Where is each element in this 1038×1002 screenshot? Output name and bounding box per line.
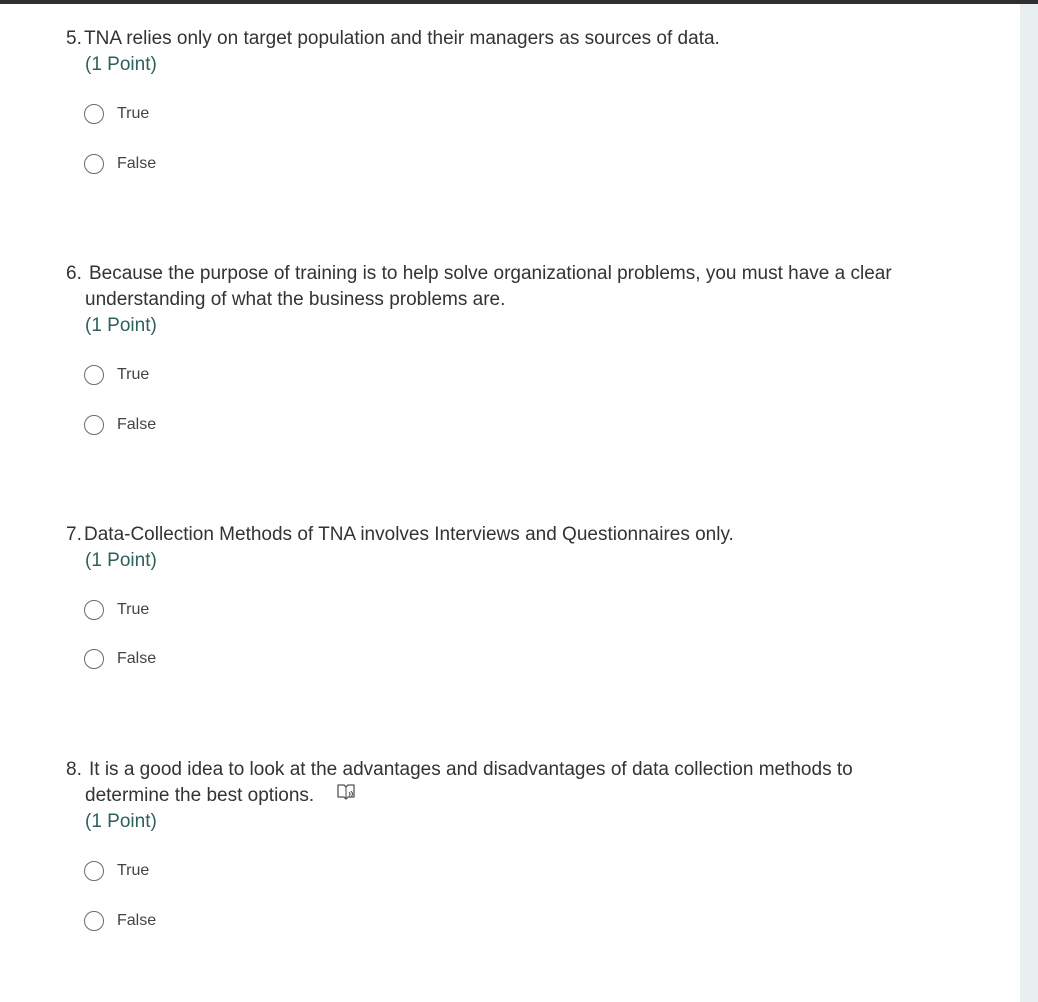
question-number: 6. xyxy=(66,263,82,284)
radio-button[interactable] xyxy=(84,415,104,435)
radio-button[interactable] xyxy=(84,861,104,881)
option-label: False xyxy=(117,155,157,172)
question-text-continued xyxy=(85,783,966,809)
question-points: (1 Point) xyxy=(85,811,157,832)
option-true[interactable] xyxy=(84,102,149,126)
question-points: (1 Point) xyxy=(85,315,157,336)
question-points: (1 Point) xyxy=(85,54,157,75)
option-label: False xyxy=(117,416,157,433)
radio-button[interactable] xyxy=(84,649,104,669)
question-title xyxy=(66,26,966,52)
question-title xyxy=(66,522,966,548)
option-false[interactable] xyxy=(84,647,156,671)
option-false[interactable] xyxy=(84,152,156,176)
question-6 xyxy=(66,261,966,339)
option-false[interactable] xyxy=(84,909,156,933)
radio-button[interactable] xyxy=(84,365,104,385)
question-text: Because the purpose of training is to help solve organizational problems, you must have a clear xyxy=(89,263,892,284)
question-5 xyxy=(66,26,966,78)
radio-button[interactable] xyxy=(84,600,104,620)
question-8 xyxy=(66,757,966,835)
immersive-reader-icon[interactable] xyxy=(336,783,356,801)
radio-button[interactable] xyxy=(84,104,104,124)
option-false[interactable] xyxy=(84,413,156,437)
option-true[interactable] xyxy=(84,598,149,622)
option-true[interactable] xyxy=(84,859,149,883)
option-label: True xyxy=(117,105,150,122)
radio-button[interactable] xyxy=(84,154,104,174)
question-text: determine the best options. xyxy=(85,785,315,806)
question-text: Data-Collection Methods of TNA involves Interviews and Questionnaires only. xyxy=(84,524,734,545)
scrollbar[interactable] xyxy=(1020,4,1038,1002)
option-true[interactable] xyxy=(84,363,149,387)
question-text: It is a good idea to look at the advantages and disadvantages of data collection methods to xyxy=(89,759,853,780)
question-text: understanding of what the business problems are. xyxy=(85,289,506,310)
top-bar xyxy=(0,0,1038,4)
question-title xyxy=(66,261,966,287)
question-title xyxy=(66,757,966,783)
option-label: False xyxy=(117,650,157,667)
question-number: 8. xyxy=(66,759,82,780)
option-label: True xyxy=(117,601,150,618)
radio-button[interactable] xyxy=(84,911,104,931)
option-label: False xyxy=(117,912,157,929)
question-7 xyxy=(66,522,966,574)
option-label: True xyxy=(117,862,150,879)
question-number: 7. xyxy=(66,524,82,545)
question-text-continued xyxy=(85,287,966,313)
option-label: True xyxy=(117,366,150,383)
question-points: (1 Point) xyxy=(85,550,157,571)
question-number: 5. xyxy=(66,28,82,49)
question-text: TNA relies only on target population and their managers as sources of data. xyxy=(84,28,720,49)
